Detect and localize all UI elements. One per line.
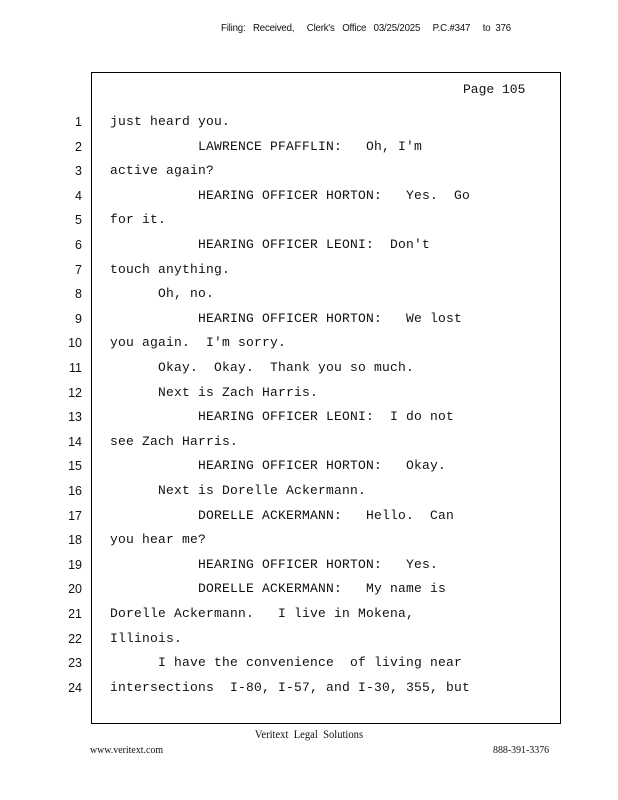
transcript-line: you again. I'm sorry. <box>110 335 287 351</box>
transcript-line: for it. <box>110 212 167 228</box>
footer-website: www.veritext.com <box>90 744 164 756</box>
line-number: 20 <box>68 582 82 597</box>
footer-company: Veritext Legal Solutions <box>254 729 364 741</box>
line-number: 8 <box>75 287 82 302</box>
transcript-line: I have the convenience of living near <box>110 655 463 671</box>
line-number: 19 <box>68 557 82 572</box>
line-number: 17 <box>68 508 82 523</box>
line-number: 4 <box>75 188 82 203</box>
transcript-line: HEARING OFFICER LEONI: Don't <box>110 237 431 252</box>
line-number: 13 <box>68 410 82 425</box>
transcript-line: HEARING OFFICER HORTON: Yes. <box>110 556 439 572</box>
line-number: 18 <box>68 533 82 548</box>
transcript-line: HEARING OFFICER HORTON: We lost <box>110 310 463 326</box>
line-number: 10 <box>68 336 82 351</box>
transcript-line: LAWRENCE PFAFFLIN: Oh, I'm <box>110 138 423 154</box>
transcript-line: Okay. Okay. Thank you so much. <box>110 360 415 375</box>
line-number: 7 <box>75 262 82 277</box>
transcript-line: HEARING OFFICER HORTON: Yes. Go <box>110 187 471 203</box>
transcript-line: touch anything. <box>110 261 231 277</box>
filing-stamp: Filing: Received, Clerk's Office 03/25/2025 P.C.#347 to 376 <box>221 22 511 34</box>
transcript-line: Next is Dorelle Ackermann. <box>110 483 367 498</box>
page-number: Page 105 <box>463 82 526 97</box>
transcript-line: DORELLE ACKERMANN: Hello. Can <box>110 507 455 523</box>
transcript-line: Illinois. <box>110 630 183 646</box>
transcript-line: Dorelle Ackermann. I live in Mokena, <box>110 606 415 621</box>
line-number: 23 <box>68 656 82 671</box>
transcript-line: HEARING OFFICER LEONI: I do not <box>110 409 455 425</box>
transcript-line: DORELLE ACKERMANN: My name is <box>110 581 447 597</box>
line-number: 3 <box>75 164 82 179</box>
line-number: 9 <box>75 311 82 326</box>
transcript-line: Next is Zach Harris. <box>110 384 319 400</box>
transcript-line: just heard you. <box>110 114 231 129</box>
line-number: 2 <box>75 139 82 154</box>
line-number: 6 <box>75 238 82 252</box>
line-number: 22 <box>68 631 82 646</box>
line-number: 12 <box>68 385 82 400</box>
transcript-line: you hear me? <box>110 532 207 548</box>
footer-phone: 888-391-3376 <box>493 744 550 756</box>
line-number: 14 <box>68 434 82 449</box>
line-number: 5 <box>75 213 82 228</box>
transcript-line: Oh, no. <box>110 286 215 302</box>
line-number: 16 <box>68 484 82 498</box>
line-number: 15 <box>68 459 82 474</box>
line-number: 24 <box>68 680 82 695</box>
transcript-line: see Zach Harris. <box>110 433 239 449</box>
transcript-line: HEARING OFFICER HORTON: Okay. <box>110 458 447 474</box>
transcript-line: active again? <box>110 163 215 179</box>
line-number: 21 <box>68 607 82 621</box>
transcript-line: intersections I-80, I-57, and I-30, 355, but <box>110 679 471 695</box>
line-number: 1 <box>75 115 82 129</box>
line-number: 11 <box>69 361 82 375</box>
